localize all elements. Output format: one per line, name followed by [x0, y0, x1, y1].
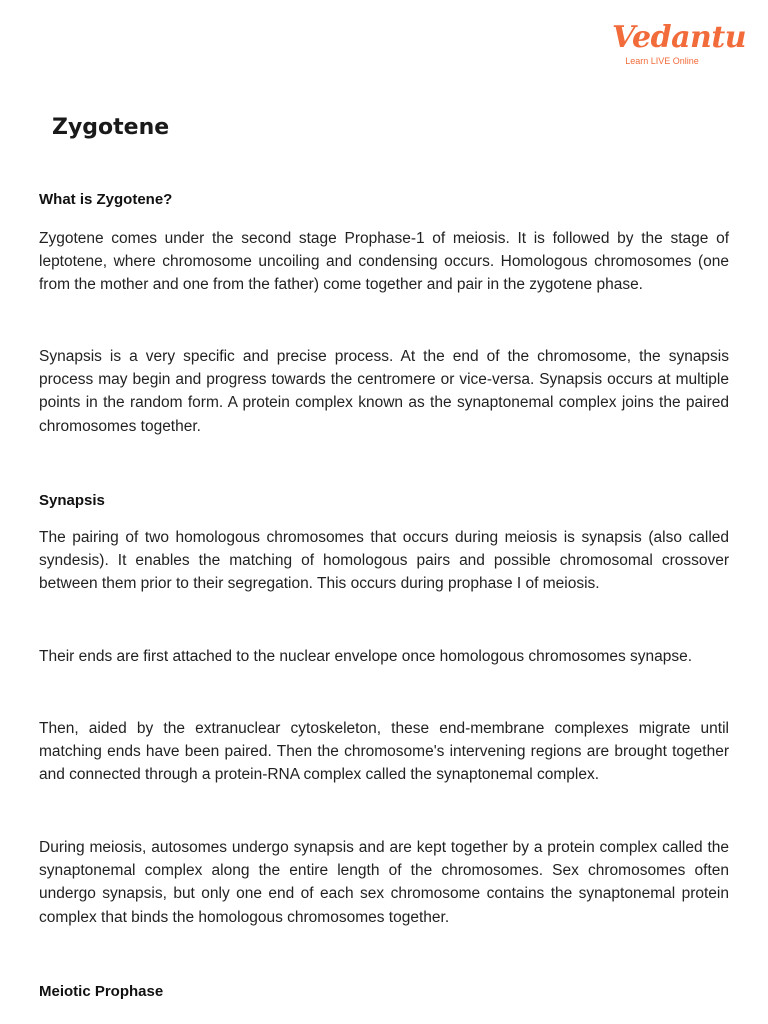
paragraph-cytoskeleton: Then, aided by the extranuclear cytoskeleton, these end-membrane complexes migrate until matching ends have been paired. Then the chromosome's intervening regions are brought together and connected through a protein-RNA complex called the synaptonemal complex.: [39, 720, 729, 784]
page-title: Zygotene: [52, 115, 170, 140]
logo-wordmark: Vedantu: [612, 20, 747, 55]
vedantu-logo: [612, 20, 747, 67]
section-heading-synapsis: Synapsis: [39, 492, 105, 509]
section-heading-what-is-zygotene: What is Zygotene?: [39, 191, 173, 208]
paragraph-synapsis-definition: The pairing of two homologous chromosomes that occurs during meiosis is synapsis (also called syndesis). It enables the matching of homologous pairs and possible chromosomal crossover between them prior to their segregation. This occurs during prophase I of meiosis.: [39, 529, 729, 593]
section-heading-meiotic-prophase: Meiotic Prophase: [39, 983, 164, 1000]
paragraph-synapsis-process: Synapsis is a very specific and precise process. At the end of the chromosome, the synapsis process may begin and progress towards the centromere or vice-versa. Synapsis occurs at multiple points in the random form. A protein complex known as the synaptonemal complex joins the paired chromosomes together.: [39, 348, 729, 435]
paragraph-autosomes: During meiosis, autosomes undergo synapsis and are kept together by a protein complex called the synaptonemal complex along the entire length of the chromosomes. Sex chromosomes often undergo synapsis, but only one end of each sex chromosome contains the synaptonemal protein complex that binds the homologous chromosomes together.: [39, 839, 729, 926]
paragraph-nuclear-envelope: Their ends are first attached to the nuclear envelope once homologous chromosomes synapse.: [39, 648, 693, 665]
paragraph-zygotene-intro: Zygotene comes under the second stage Prophase-1 of meiosis. It is followed by the stage of leptotene, where chromosome uncoiling and condensing occurs. Homologous chromosomes (one from the mother and one from the father) come together and pair in the zygotene phase.: [39, 230, 729, 294]
logo-tagline: Learn LIVE Online: [625, 56, 699, 66]
